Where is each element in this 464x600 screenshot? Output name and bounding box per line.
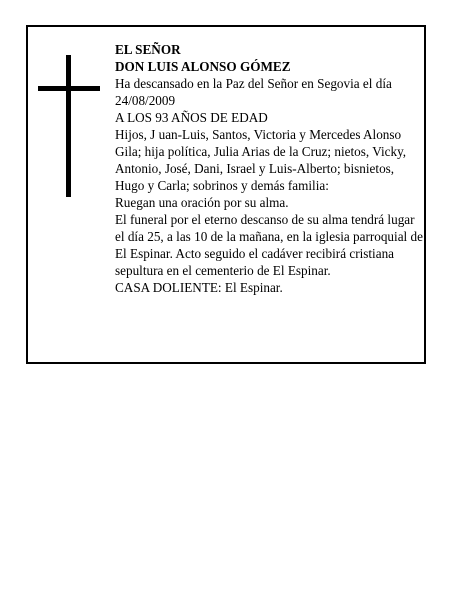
family-list: Hijos, J uan-Luis, Santos, Victoria y Mercedes Alonso Gila; hija política, Julia Arias de la Cruz; nietos, Vicky, Antonio, José, Dani, Israel y Luis-Alberto; bisnietos, Hugo y Carla; sobrinos y demás familia: [115, 127, 407, 193]
latin-cross-icon [38, 55, 100, 197]
mourning-house: CASA DOLIENTE: El Espinar. [115, 280, 283, 295]
cross-horizontal-bar [38, 86, 100, 91]
age-line: A LOS 93 AÑOS DE EDAD [115, 110, 268, 125]
cross-vertical-bar [66, 55, 71, 197]
funeral-details: El funeral por el eterno descanso de su alma tendrá lugar el día 25, a las 10 de la mañana, en la iglesia parroquial de El Espinar. Acto seguido el cadáver recibirá cristiana sepultura en el cementerio de El Espinar. [115, 212, 423, 278]
obituary-text [115, 41, 423, 296]
death-statement: Ha descansado en la Paz del Señor en Segovia el día 24/08/2009 [115, 76, 392, 108]
deceased-name: DON LUIS ALONSO GÓMEZ [115, 59, 291, 74]
title-line-1: EL SEÑOR [115, 42, 181, 57]
prayer-request: Ruegan una oración por su alma. [115, 195, 289, 210]
obituary-notice [26, 25, 426, 364]
